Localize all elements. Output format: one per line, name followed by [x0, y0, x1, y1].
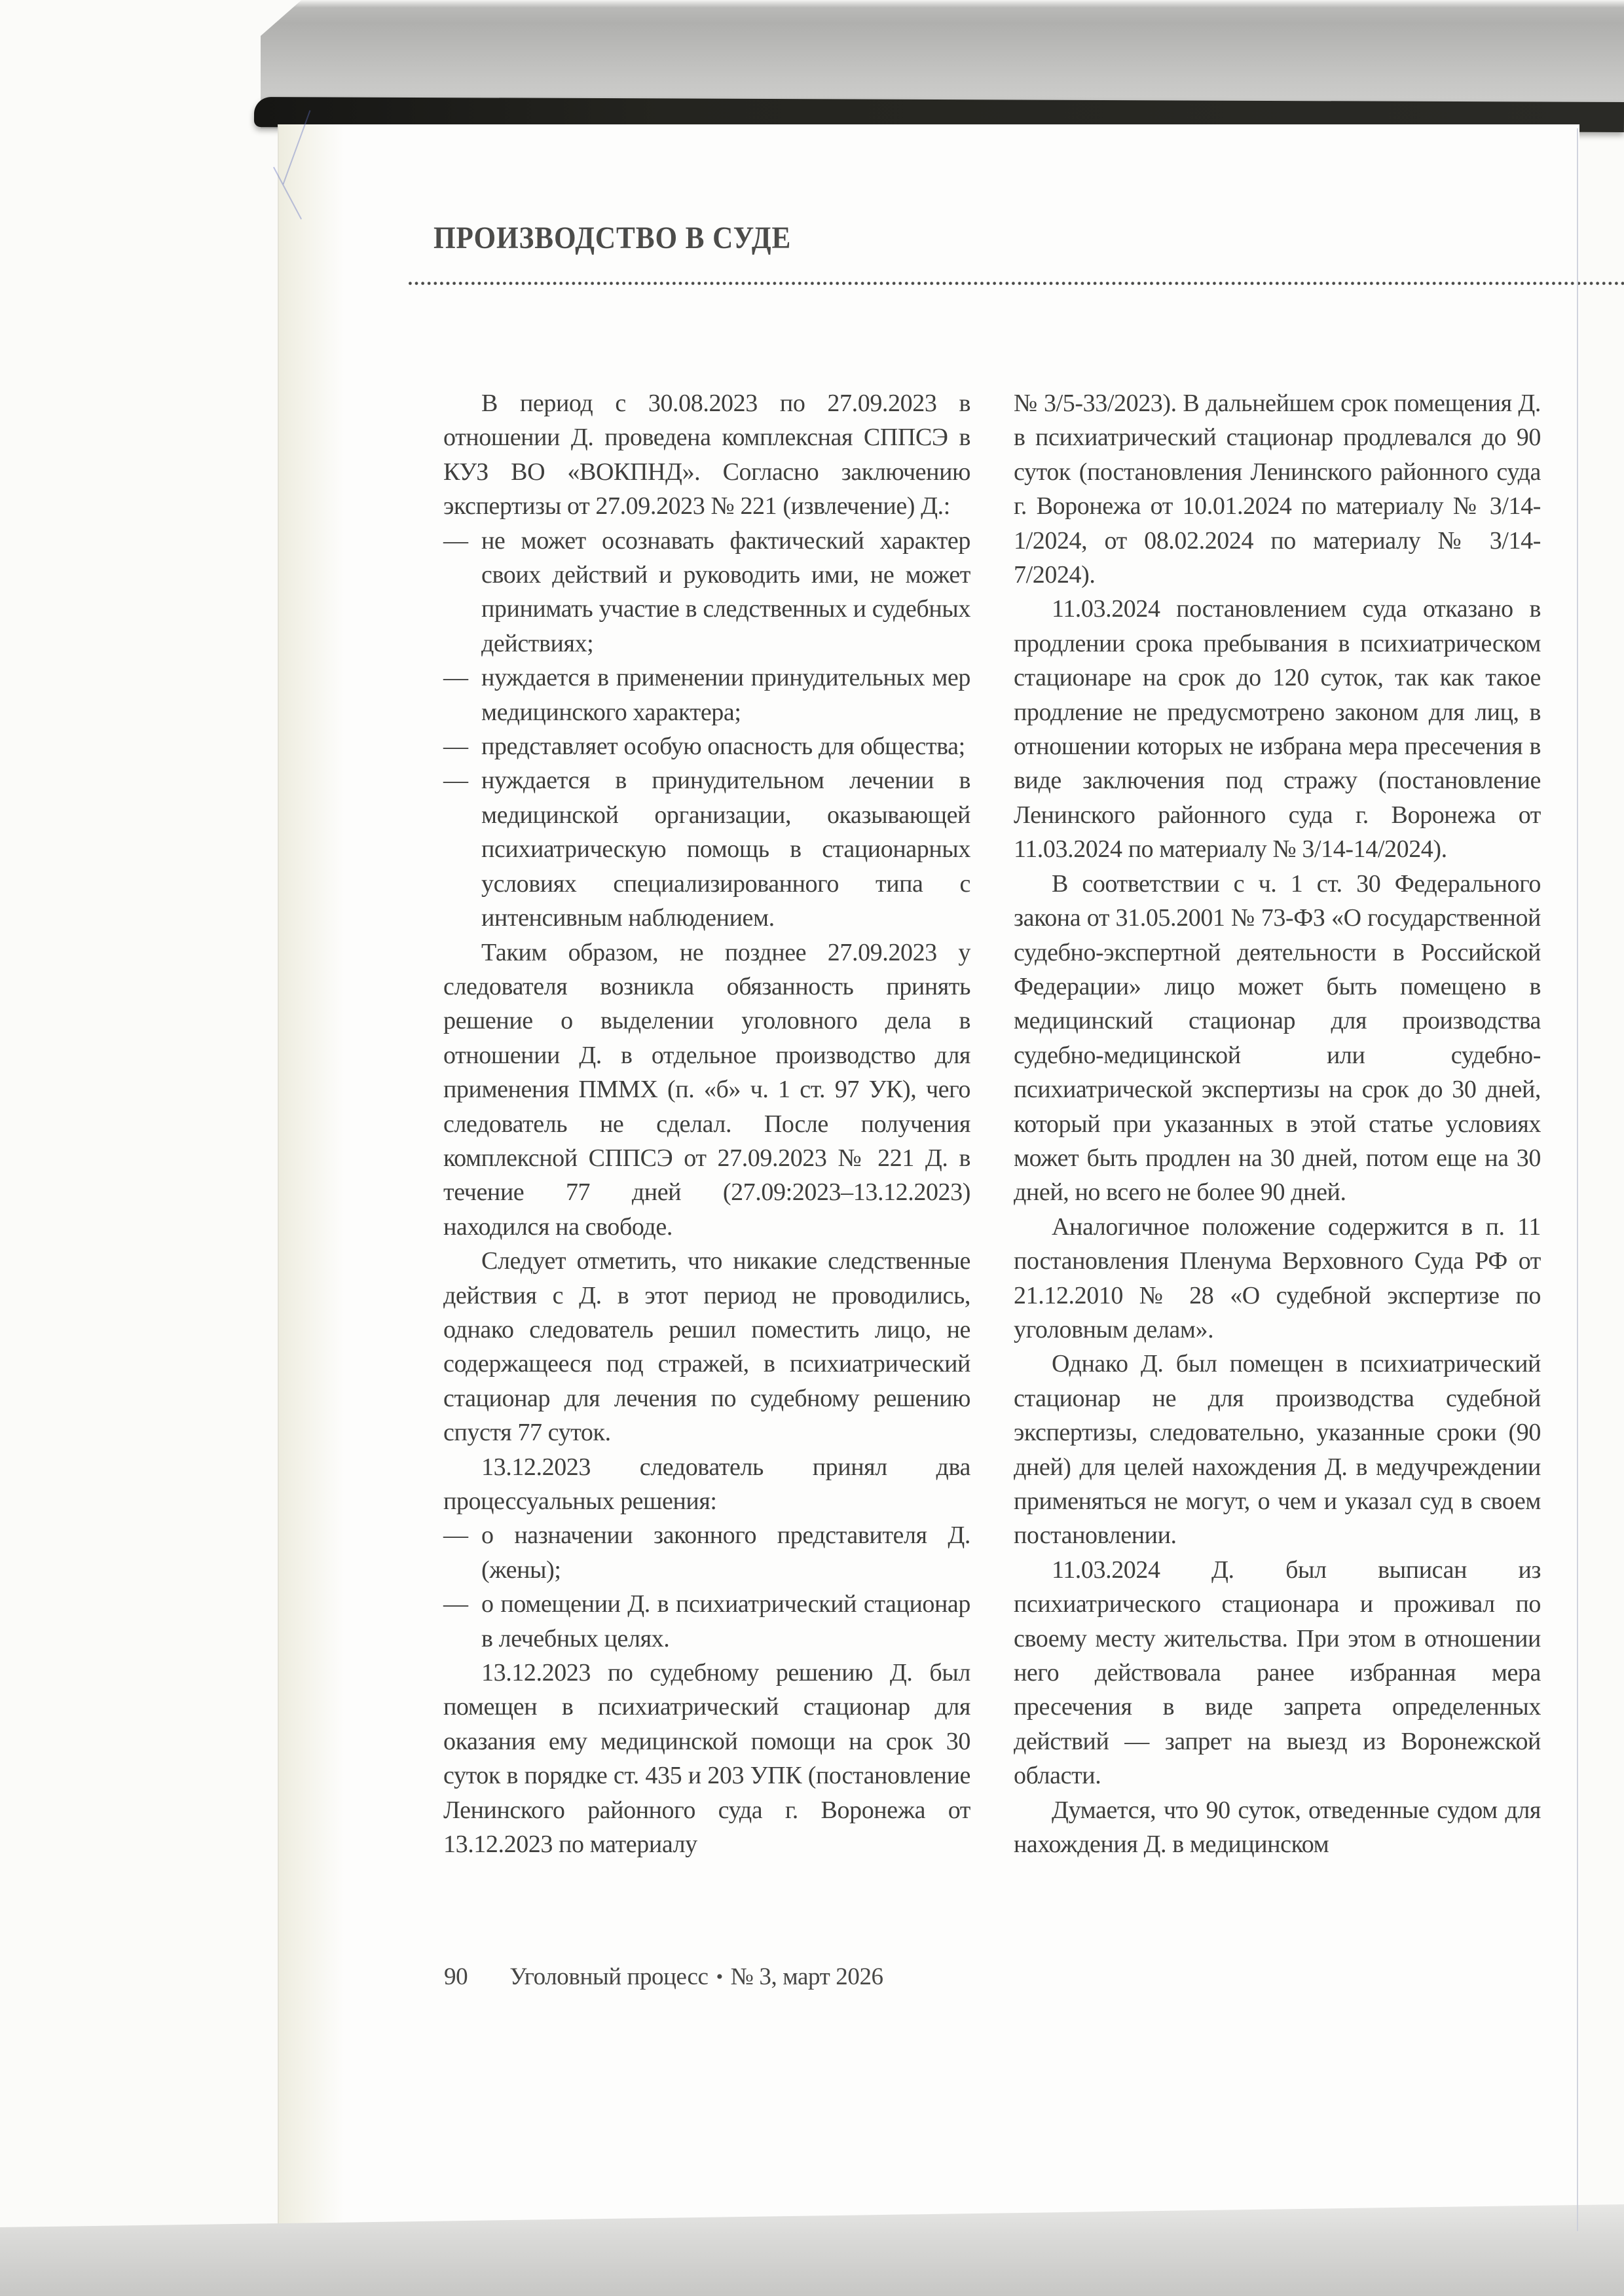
list-item — [443, 763, 970, 935]
paragraph: В соответствии с ч. 1 ст. 30 Федерального закона от 31.05.2001 № 73-ФЗ «О государственной судебно-экспертной деятельности в Российской Федерации» лицо может быть помещено в медицинский стационар для производства судебно-медицинской или судебно-психиатрической экспертизы на срок до 30 дней, который при указанных в этой статье условиях может быть продлен на 30 дней, потом еще на 30 дней, но всего не более 90 дней. — [1014, 869, 1541, 1207]
list-item — [443, 1587, 970, 1656]
list-dash: — — [443, 664, 468, 692]
list-item-text: о назначении законного представителя Д. (жены); — [481, 1522, 970, 1584]
page-left-edge — [278, 124, 344, 2260]
paragraph: 11.03.2024 постановлением суда отказано в продлении срока пребывания в психиатрическом стационаре на срок до 120 суток, так как такое продление не предусмотрено законом для лиц, в отношении которых не избрана мера пресечения в виде заключения под стражу (постановление Ленинского районного суда г. Воронежа от 11.03.2024 по материалу № 3/14-14/2024). — [1014, 595, 1541, 864]
paragraph: 13.12.2023 по судебному решению Д. был помещен в психиатрический стационар для оказания ему медицинской помощи на срок 30 суток в порядке ст. 435 и 203 УПК (постановление Ленинского районного суда г. Воронежа от 13.12.2023 по материалу — [443, 1659, 970, 1859]
list-item-text: нуждается в принудительном лечении в медицинской организации, оказывающей психиатрическую помощь в стационарных условиях специализированного типа с интенсивным наблюдением. — [481, 767, 970, 932]
list-item-text: о помещении Д. в психиатрический стационар в лечебных целях. — [481, 1590, 970, 1652]
dotted-rule — [409, 282, 1624, 285]
left-column — [443, 386, 970, 1861]
list-item-text: нуждается в применении принудительных мер медицинского характера; — [481, 664, 970, 726]
list-item — [443, 729, 970, 763]
page-right-edge — [1577, 128, 1578, 2231]
right-column — [1014, 386, 1541, 1861]
paragraph: Аналогичное положение содержится в п. 11 постановления Пленума Верховного Суда РФ от 21.12.2010 № 28 «О судебной экспертизе по уголовным делам». — [1014, 1212, 1541, 1343]
paragraph: Однако Д. был помещен в психиатрический стационар не для производства судебной экспертизы, следовательно, указанные сроки (90 дней) для целей нахождения Д. в медучреждении применяться не могут, о чем и указал суд в своем постановлении. — [1014, 1350, 1541, 1550]
list-dash: — — [443, 1522, 468, 1550]
paragraph: Думается, что 90 суток, отведенные судом для нахождения Д. в медицинском — [1014, 1796, 1541, 1859]
list-dash: — — [443, 767, 468, 795]
list-dash: — — [443, 526, 468, 555]
list-item-text: представляет особую опасность для общества; — [481, 733, 965, 761]
list-item-text: не может осознавать фактический характер своих действий и руководить ими, не может принимать участие в следственных и судебных действиях; — [481, 526, 970, 657]
list-item — [443, 1518, 970, 1587]
paragraph: 13.12.2023 следователь принял два процессуальных решения: — [443, 1453, 970, 1515]
issue-info: № 3, март 2026 — [730, 1963, 883, 1990]
paragraph: Следует отметить, что никакие следственные действия с Д. в этот период не проводились, однако следователь решил поместить лицо, не содержащееся под стражей, в психиатрический стационар для лечения по судебному решению спустя 77 суток. — [443, 1247, 970, 1447]
list-item — [443, 524, 970, 661]
footer-bullet: • — [716, 1966, 723, 1988]
paragraph: № 3/5-33/2023). В дальнейшем срок помещения Д. в психиатрический стационар продлевался до 90 суток (постановления Ленинского районного суда г. Воронежа от 10.01.2024 по материалу № 3/14-1/2024, от 08.02.2024 по материалу № 3/14-7/2024). — [1014, 390, 1541, 589]
list-dash: — — [443, 1590, 468, 1618]
journal-title: Уголовный процесс — [509, 1963, 709, 1990]
list-item — [443, 661, 970, 729]
list-dash: — — [443, 733, 468, 761]
page-footer — [444, 1963, 883, 1991]
section-header: ПРОИЗВОДСТВО В СУДЕ — [434, 221, 792, 255]
article-body — [443, 386, 1541, 1861]
page-number: 90 — [444, 1963, 468, 1990]
paragraph: Таким образом, не позднее 27.09.2023 у следователя возникла обязанность принять решение о выделении уголовного дела в отношении Д. в отдельное производство для применения ПММХ (п. «б» ч. 1 ст. 97 УК), чего следователь не сделал. После получения комплексной СППСЭ от 27.09.2023 № 221 Д. в течение 77 дней (27.09:2023–13.12.2023) находился на свободе. — [443, 938, 970, 1241]
paragraph: 11.03.2024 Д. был выписан из психиатрического стационара и проживал по своему месту жительства. При этом в отношении него действовала ранее избранная мера пресечения в виде запрета определенных действий — запрет на выезд из Воронежской области. — [1014, 1556, 1541, 1790]
paragraph: В период с 30.08.2023 по 27.09.2023 в отношении Д. проведена комплексная СППСЭ в КУЗ ВО «ВОКПНД». Согласно заключению экспертизы от 27.09.2023 № 221 (извлечение) Д.: — [443, 390, 970, 520]
